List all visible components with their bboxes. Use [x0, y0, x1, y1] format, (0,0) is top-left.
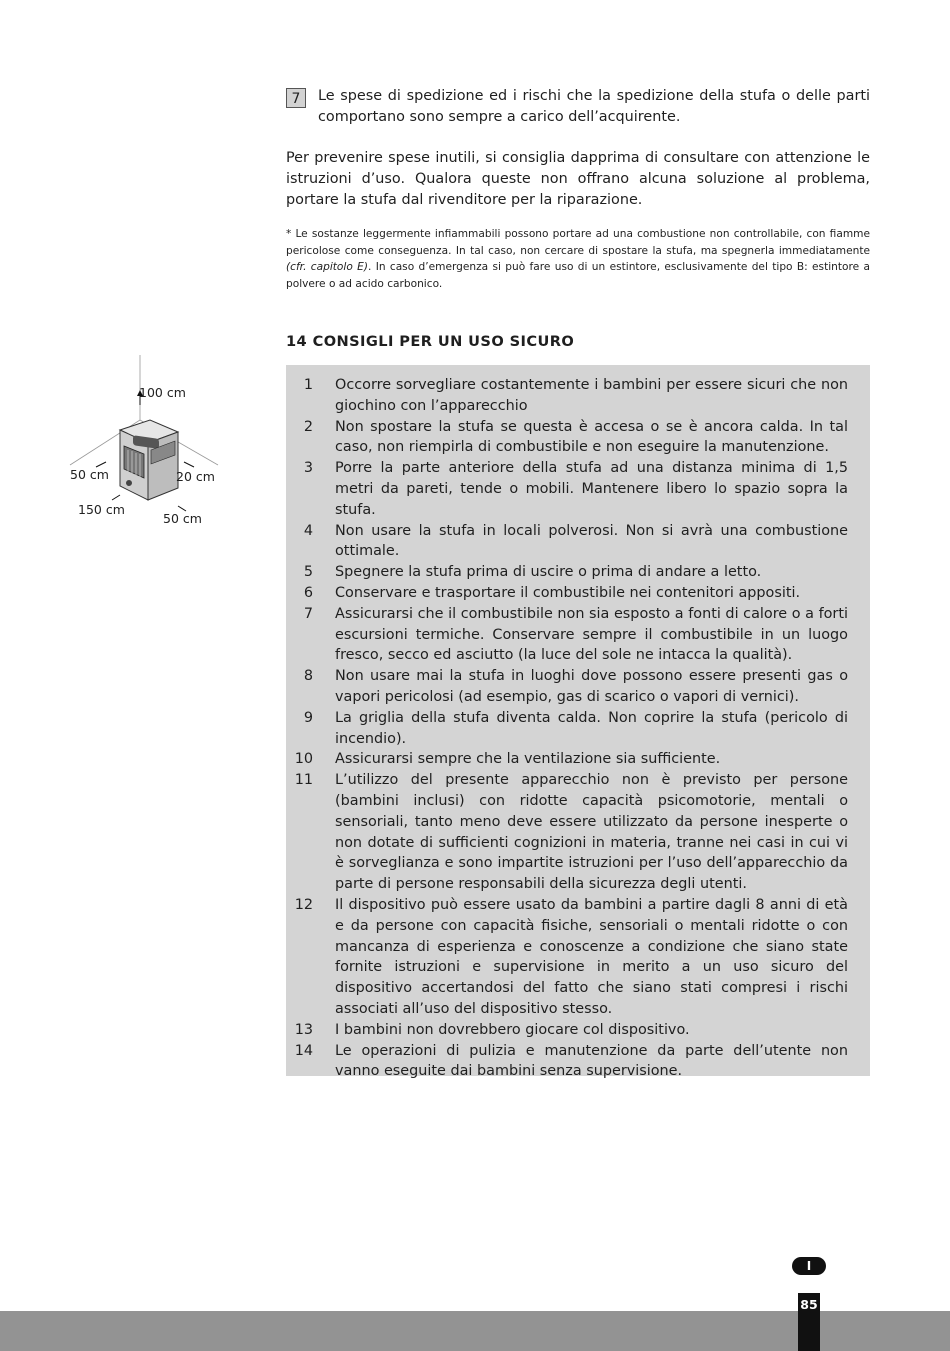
safety-item-text: Non spostare la stufa se questa è accesa o se è ancora calda. In tal caso, non riempirla di combustibile e non eseguire la manutenzione.: [335, 418, 848, 456]
clearance-top-label: 100 cm: [139, 385, 186, 400]
safety-item-text: La griglia della stufa diventa calda. Non coprire la stufa (pericolo di incendio).: [335, 709, 848, 747]
safety-item-text: Non usare mai la stufa in luoghi dove possono essere presenti gas o vapori pericolosi (ad esempio, gas di scarico o vapori di vernici).: [335, 668, 848, 705]
safety-item-number: 14: [294, 1042, 313, 1059]
section-title: 14 CONSIGLI PER UN USO SICURO: [286, 333, 575, 350]
safety-item: [286, 770, 848, 895]
safety-item-number: 3: [303, 460, 313, 477]
item-number-box: 7: [286, 88, 306, 108]
safety-item-text: Il dispositivo può essere usato da bambini a partire dagli 8 anni di età e da persone con capacità fisiche, sensoriali o mentali ridotte o con mancanza di esperienza e conoscenze a condizione che siano state fornite istruzioni e supervisione in merito a un uso sicuro del dispositivo accertandosi del fatto che siano stati compresi i rischi associati all’uso del dispositivo stesso.: [335, 896, 848, 1017]
clearance-diagram: [60, 350, 240, 540]
item-text: Le spese di spedizione ed i rischi che la spedizione della stufa o delle parti comportano sono sempre a carico dell’acquirente.: [318, 88, 870, 125]
safety-item-number: 7: [303, 605, 313, 622]
safety-item-number: 4: [303, 522, 313, 539]
footnote-reference: (cfr. capitolo E): [286, 261, 368, 273]
safety-item-text: Assicurarsi sempre che la ventilazione sia sufficiente.: [335, 751, 721, 768]
safety-tips-box: [286, 365, 870, 1080]
safety-item: [286, 604, 848, 666]
safety-item-number: 13: [294, 1021, 313, 1038]
safety-item: [286, 375, 848, 417]
safety-item: [286, 417, 848, 459]
footnote-text: * Le sostanze leggermente infiammabili possono portare ad una combustione non controllabile, con fiamme pericolose come conseguenza. In tal caso, non cercare di spostare la stufa, ma spegnerla immediatamente: [286, 228, 870, 257]
safety-item: [286, 666, 848, 708]
safety-item-number: 8: [303, 668, 313, 685]
safety-item-number: 6: [303, 584, 313, 601]
safety-item: [286, 1041, 848, 1083]
safety-item-number: 2: [303, 418, 313, 435]
footnote-text-end: . In caso d’emergenza si può fare uso di un estintore, esclusivamente del tipo B: estintore a polvere o ad acido carbonico.: [286, 261, 870, 290]
safety-item-number: 5: [303, 564, 313, 581]
safety-item-number: 9: [303, 709, 313, 726]
safety-item: [286, 1020, 848, 1041]
safety-item-text: L’utilizzo del presente apparecchio non è previsto per persone (bambini inclusi) con ridotte capacità psicomotorie, mentali o sensoriali, tanto meno deve essere utilizzato da persone inesperte o non dotate di sufficienti cognizioni in materia, tranne nei casi in cui vi è sorveglianza e sono impartite istruzioni per l’uso dell’apparecchio da parte di persone responsabili della sicurezza degli utenti.: [335, 772, 848, 893]
safety-item-text: Conservare e trasportare il combustibile nei contenitori appositi.: [335, 584, 801, 601]
footnote: [286, 226, 870, 292]
safety-item: [286, 895, 848, 1020]
safety-item-text: Le operazioni di pulizia e manutenzione da parte dell’utente non vanno eseguite dai bambini senza supervisione.: [335, 1042, 848, 1080]
safety-item-text: Assicurarsi che il combustibile non sia esposto a fonti di calore o a forti escursioni termiche. Conservare sempre il combustibile in un luogo fresco, secco ed asciutto (la luce del sole ne intacca la qualità).: [335, 605, 848, 664]
language-badge: I: [792, 1257, 826, 1275]
clearance-right-label: 20 cm: [176, 469, 215, 484]
safety-item-number: 10: [294, 751, 313, 768]
clearance-bottom-right-label: 50 cm: [163, 511, 202, 526]
safety-item-number: 11: [294, 772, 313, 789]
safety-item-number: 12: [294, 896, 313, 913]
intro-paragraph: Per prevenire spese inutili, si consiglia dapprima di consultare con attenzione le istruzioni d’uso. Qualora queste non offrano alcuna soluzione al problema, portare la stufa dal rivenditore per la riparazione.: [286, 150, 870, 208]
safety-item-number: 1: [303, 377, 313, 393]
safety-item-text: I bambini non dovrebbero giocare col dispositivo.: [335, 1021, 690, 1038]
clearance-left-label: 50 cm: [70, 467, 109, 482]
safety-item: [286, 583, 848, 604]
safety-item: [286, 562, 848, 583]
safety-item: [286, 749, 848, 770]
safety-item: [286, 708, 848, 750]
page-number: 85: [798, 1293, 820, 1351]
safety-item-text: Spegnere la stufa prima di uscire o prima di andare a letto.: [335, 564, 762, 581]
clearance-bottom-left-label: 150 cm: [78, 502, 125, 517]
top-list-item: [286, 86, 870, 128]
safety-item-text: Non usare la stufa in locali polverosi. Non si avrà una combustione ottimale.: [335, 522, 848, 560]
safety-item-text: Porre la parte anteriore della stufa ad una distanza minima di 1,5 metri da pareti, tende o mobili. Mantenere libero lo spazio sopra la stufa.: [335, 460, 848, 518]
safety-item: [286, 521, 848, 563]
safety-item: [286, 458, 848, 520]
safety-item-text: Occorre sorvegliare costantemente i bambini per essere sicuri che non giochino con l’apparecchio: [335, 377, 848, 414]
